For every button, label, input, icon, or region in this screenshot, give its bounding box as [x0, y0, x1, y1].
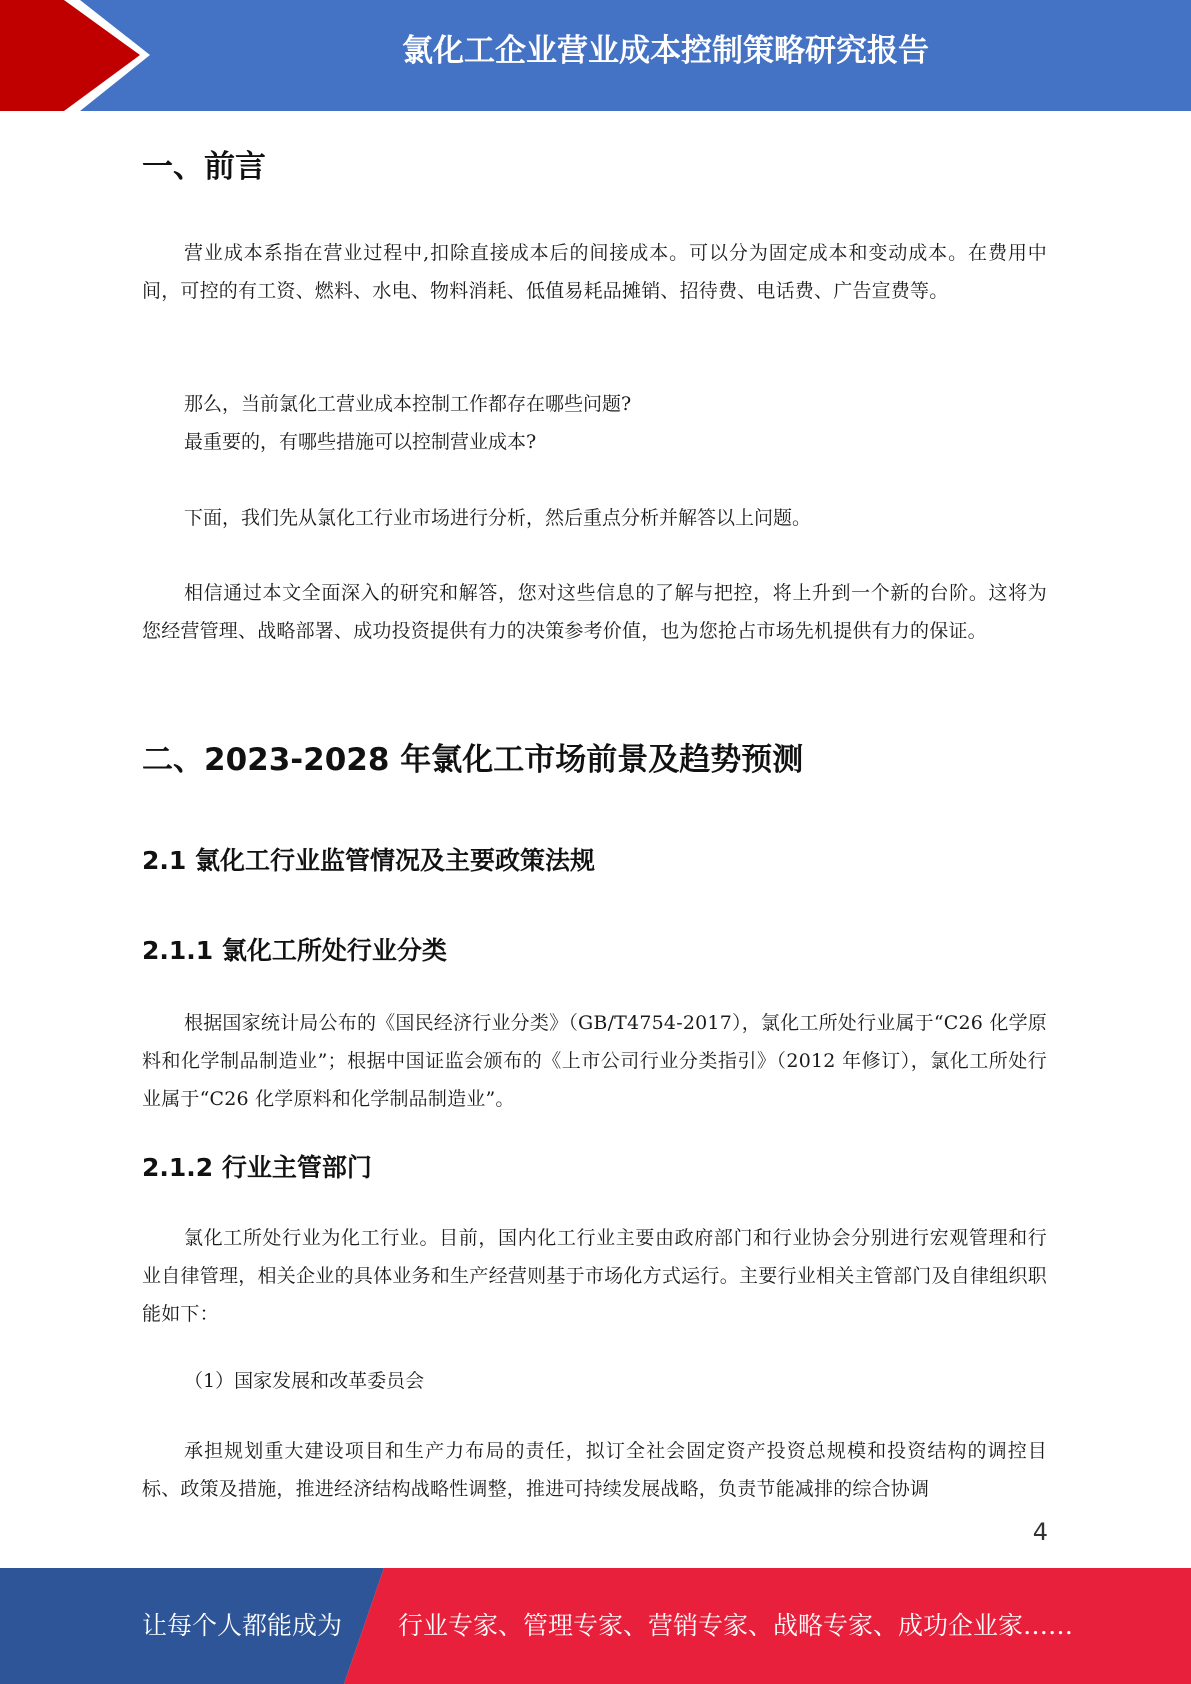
section-2-1-heading: 2.1 氯化工行业监管情况及主要政策法规: [142, 846, 595, 875]
footer-slogan-left: 让每个人都能成为: [142, 1611, 343, 1640]
authority-item-1: （1）国家发展和改革委员会: [184, 1370, 425, 1392]
section-1-heading: 一、前言: [142, 149, 266, 185]
intro-line-3: 下面，我们先从氯化工行业市场进行分析，然后重点分析并解答以上问题。: [184, 507, 812, 529]
intro-paragraph-2: 相信通过本文全面深入的研究和解答，您对这些信息的了解与把控，将上升到一个新的台阶。这将为您经营管理、战略部署、成功投资提供有力的决策参考价值，也为您抢占市场先机提供有力的保证。: [142, 582, 1047, 642]
footer-band: [0, 1568, 1191, 1684]
page-number: 4: [1032, 1518, 1048, 1546]
intro-question-1: 那么，当前氯化工营业成本控制工作都存在哪些问题?: [184, 393, 632, 415]
section-2-1-1-heading: 2.1.1 氯化工所处行业分类: [142, 936, 447, 965]
industry-classification-paragraph: 根据国家统计局公布的《国民经济行业分类》（GB/T4754-2017），氯化工所处行业属于“C26 化学原料和化学制品制造业”；根据中国证监会颁布的《上市公司行业分类指引》（2012 年修订），氯化工所处行业属于“C26 化学原料和化学制品制造业”。: [142, 1012, 1047, 1110]
intro-paragraph-1: 营业成本系指在营业过程中,扣除直接成本后的间接成本。可以分为固定成本和变动成本。在费用中间，可控的有工资、燃料、水电、物料消耗、低值易耗品摊销、招待费、电话费、广告宣费等。: [142, 242, 1047, 302]
intro-question-2: 最重要的，有哪些措施可以控制营业成本?: [184, 431, 537, 453]
footer-slogan-right: 行业专家、管理专家、营销专家、战略专家、成功企业家……: [398, 1611, 1074, 1640]
section-2-1-2-heading: 2.1.2 行业主管部门: [142, 1153, 372, 1182]
header-band: [0, 0, 1191, 111]
authority-paragraph: 氯化工所处行业为化工行业。目前，国内化工行业主要由政府部门和行业协会分别进行宏观管理和行业自律管理，相关企业的具体业务和生产经营则基于市场化方式运行。主要行业相关主管部门及自律组织职能如下：: [142, 1227, 1047, 1325]
section-2-heading: 二、2023-2028 年氯化工市场前景及趋势预测: [142, 742, 804, 778]
ndrc-duties-paragraph: 承担规划重大建设项目和生产力布局的责任，拟订全社会固定资产投资总规模和投资结构的调控目标、政策及措施，推进经济结构战略性调整，推进可持续发展战略，负责节能减排的综合协调: [142, 1440, 1047, 1500]
report-title: 氯化工企业营业成本控制策略研究报告: [402, 33, 929, 69]
